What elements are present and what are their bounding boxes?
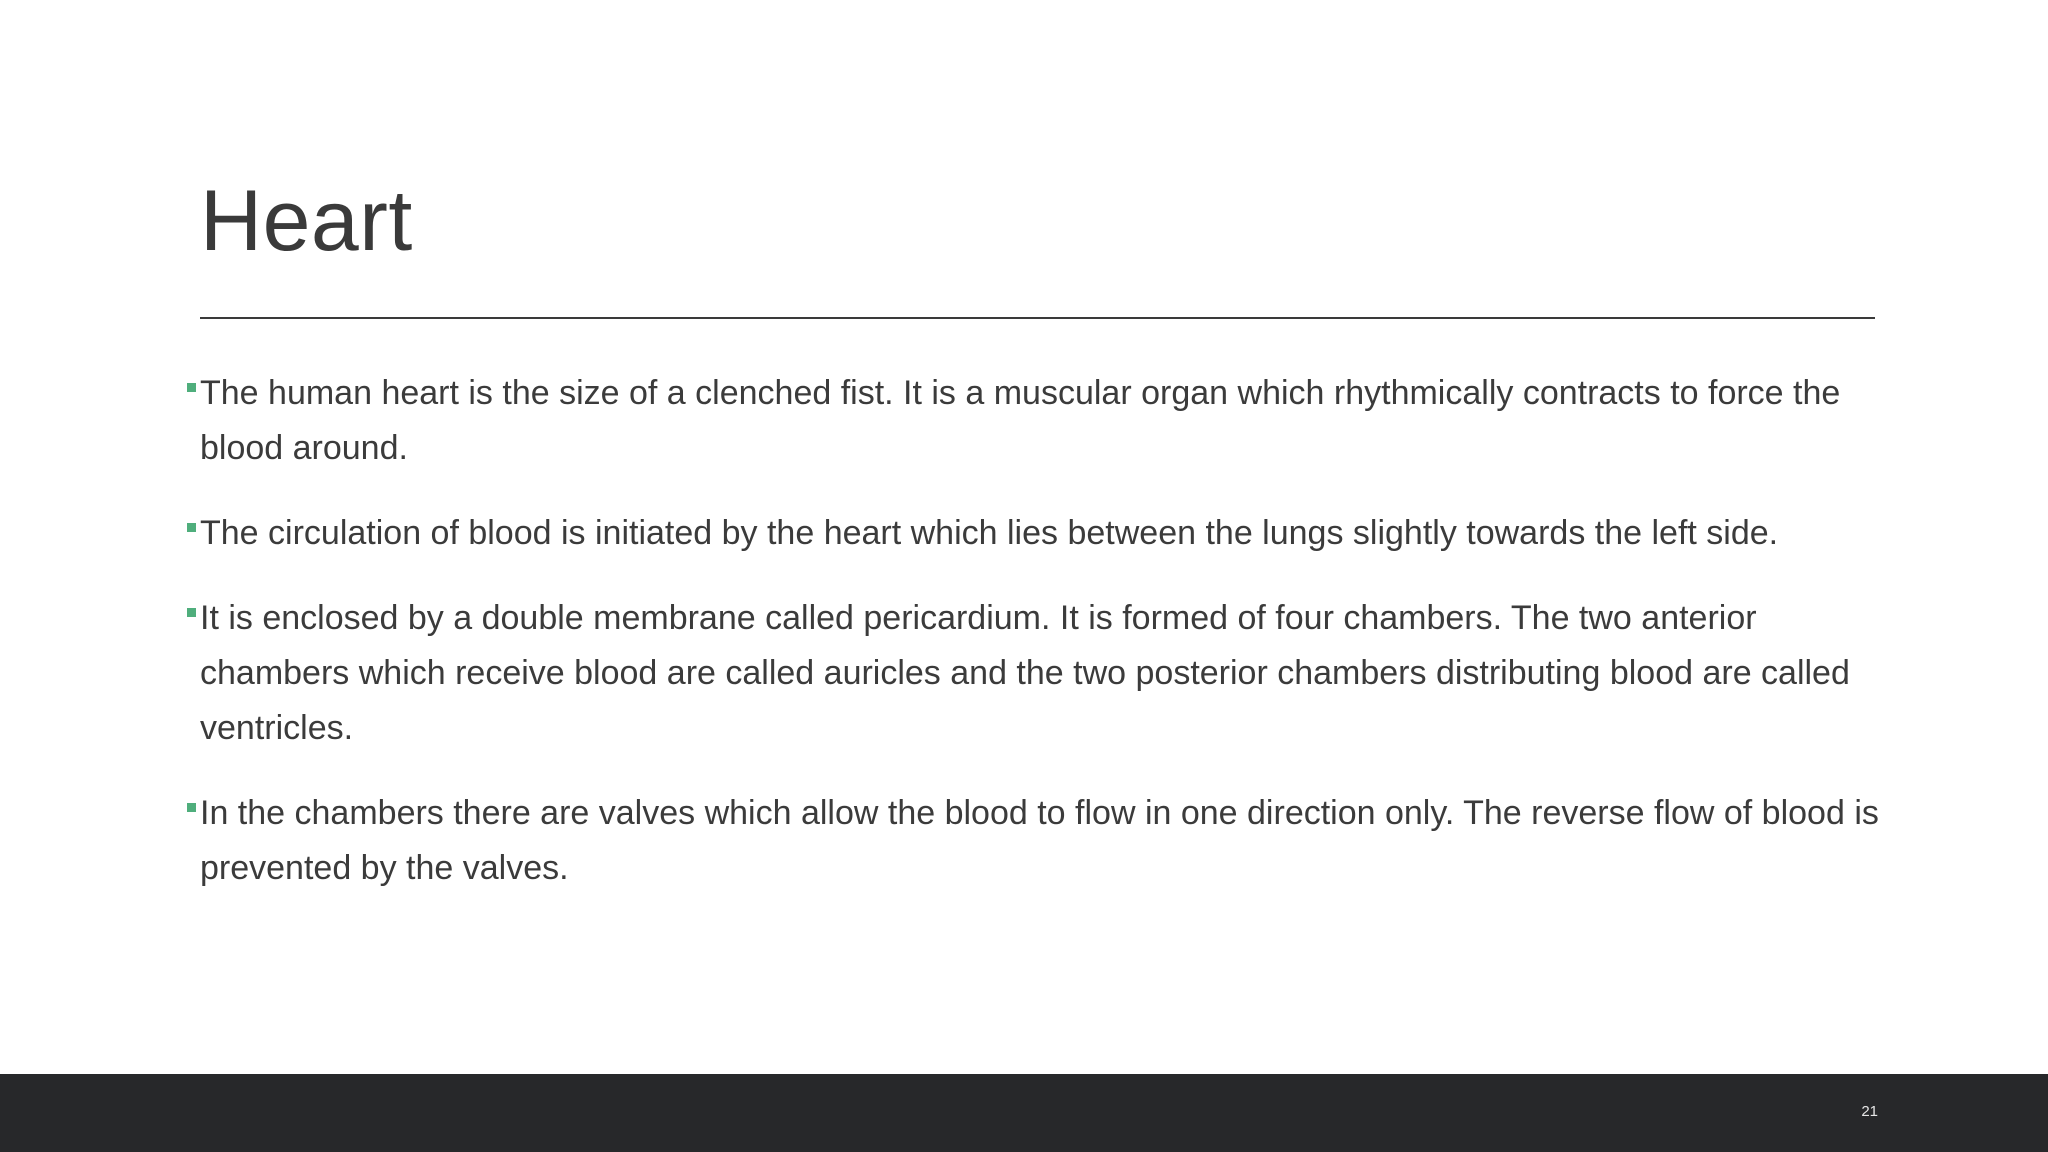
- bullet-text: In the chambers there are valves which allow the blood to flow in one direction only. The reverse flow of blood is prevented by the valves.: [200, 794, 1879, 887]
- bullet-item: [185, 506, 1885, 561]
- bullet-text: The human heart is the size of a clenched fist. It is a muscular organ which rhythmically contracts to force the blood around.: [200, 374, 1841, 467]
- square-bullet-icon: [187, 608, 196, 617]
- square-bullet-icon: [187, 803, 196, 812]
- slide-title: Heart: [200, 173, 413, 269]
- page-number: 21: [1861, 1103, 1878, 1120]
- footer-bar: [0, 1074, 2048, 1152]
- title-divider: [200, 317, 1875, 319]
- bullet-text: It is enclosed by a double membrane called pericardium. It is formed of four chambers. The two anterior chambers which receive blood are called auricles and the two posterior chambers distributing blood are called ventricles.: [200, 599, 1850, 747]
- square-bullet-icon: [187, 383, 196, 392]
- bullet-item: [185, 591, 1885, 756]
- bullet-item: [185, 366, 1885, 476]
- bullet-text: The circulation of blood is initiated by the heart which lies between the lungs slightly towards the left side.: [200, 514, 1779, 552]
- bullet-list: [185, 366, 1885, 926]
- bullet-item: [185, 786, 1885, 896]
- square-bullet-icon: [187, 523, 196, 532]
